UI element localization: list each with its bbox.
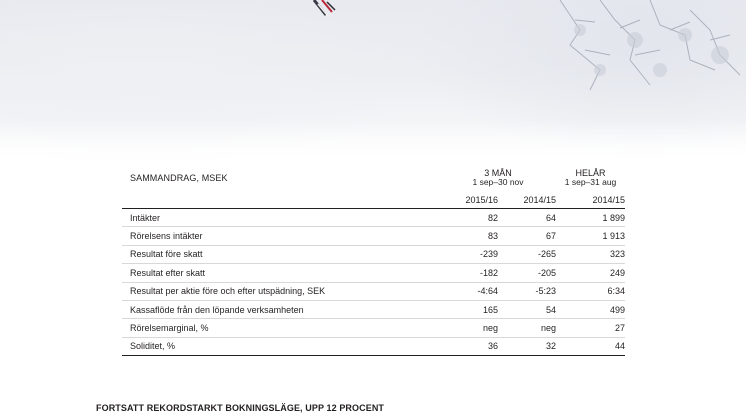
cell-value: 83 <box>440 227 498 245</box>
cell-value: 323 <box>556 245 625 263</box>
cell-value: 67 <box>498 227 556 245</box>
row-label: Rörelsens intäkter <box>122 227 440 245</box>
table-row <box>122 209 625 227</box>
table-row <box>122 245 625 263</box>
summary-table <box>122 164 625 356</box>
cell-value: 6:34 <box>556 282 625 300</box>
cell-value: 44 <box>556 337 625 355</box>
cell-value: 1 899 <box>556 209 625 227</box>
cell-value: -205 <box>498 264 556 282</box>
cell-value: 27 <box>556 319 625 337</box>
snowy-trees-image <box>540 0 746 110</box>
row-label: Kassaflöde från den löpande verksamheten <box>122 300 440 318</box>
table-row <box>122 337 625 355</box>
cell-value: neg <box>440 319 498 337</box>
cell-value: 249 <box>556 264 625 282</box>
column-header-blank <box>122 191 440 209</box>
cell-value: 54 <box>498 300 556 318</box>
table-column-header <box>122 191 625 209</box>
cell-value: -4:64 <box>440 282 498 300</box>
table-group-header <box>122 164 625 191</box>
table-row <box>122 227 625 245</box>
cell-value: 64 <box>498 209 556 227</box>
section-heading: FORTSATT REKORDSTARKT BOKNINGSLÄGE, UPP 12 PROCENT <box>96 403 385 413</box>
group-period: 1 sep–31 aug <box>564 176 617 187</box>
column-header: 2014/15 <box>556 191 625 209</box>
cell-value: -182 <box>440 264 498 282</box>
table-title: SAMMANDRAG, MSEK <box>130 172 228 183</box>
table-row <box>122 319 625 337</box>
row-label: Rörelsemarginal, % <box>122 319 440 337</box>
row-label: Resultat efter skatt <box>122 264 440 282</box>
cell-value: 82 <box>440 209 498 227</box>
cell-value: 1 913 <box>556 227 625 245</box>
column-header: 2014/15 <box>498 191 556 209</box>
row-label: Soliditet, % <box>122 337 440 355</box>
table-row <box>122 282 625 300</box>
table-row <box>122 264 625 282</box>
cell-value: -239 <box>440 245 498 263</box>
cell-value: 165 <box>440 300 498 318</box>
cell-value: -265 <box>498 245 556 263</box>
row-label: Resultat per aktie före och efter utspädning, SEK <box>122 282 440 300</box>
cell-value: neg <box>498 319 556 337</box>
skier-image <box>308 0 338 18</box>
column-header: 2015/16 <box>440 191 498 209</box>
cell-value: 32 <box>498 337 556 355</box>
row-label: Intäkter <box>122 209 440 227</box>
group-header-3-man <box>440 164 556 191</box>
group-header-helar <box>556 164 625 191</box>
cell-value: -5:23 <box>498 282 556 300</box>
cell-value: 499 <box>556 300 625 318</box>
group-period: 1 sep–30 nov <box>472 176 524 187</box>
hero-photo <box>0 0 746 165</box>
group-label: 3 MÅN <box>484 167 512 178</box>
table-row <box>122 300 625 318</box>
cell-value: 36 <box>440 337 498 355</box>
row-label: Resultat före skatt <box>122 245 440 263</box>
group-label: HELÅR <box>575 167 606 178</box>
